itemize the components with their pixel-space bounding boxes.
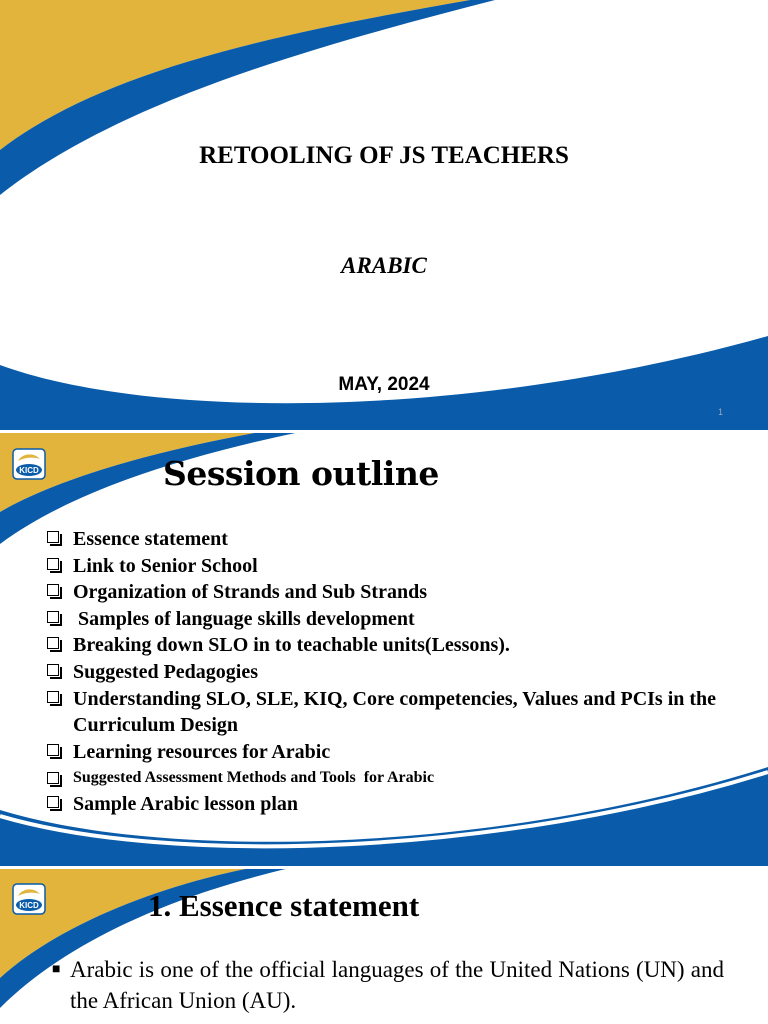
subject-title: ARABIC bbox=[341, 253, 427, 278]
essence-statement-slide bbox=[0, 868, 768, 1024]
checkbox-bullet-icon bbox=[47, 611, 59, 623]
svg-text:KICD: KICD bbox=[19, 466, 39, 475]
list-item: Sample Arabic lesson plan bbox=[45, 791, 745, 818]
page-number: 1 bbox=[718, 407, 724, 417]
svg-text:KICD: KICD bbox=[19, 901, 39, 910]
checkbox-bullet-icon bbox=[47, 637, 59, 649]
checkbox-bullet-icon bbox=[47, 772, 59, 784]
slide-heading: Session outline bbox=[163, 454, 439, 493]
slide-divider bbox=[0, 430, 768, 433]
list-item: Link to Senior School bbox=[45, 553, 745, 580]
kicd-logo bbox=[12, 883, 46, 915]
outline-list bbox=[45, 526, 745, 818]
slide-heading: 1. Essence statement bbox=[148, 888, 420, 923]
kicd-logo bbox=[12, 448, 46, 480]
list-item: Suggested Assessment Methods and Tools for Arabic bbox=[45, 765, 745, 791]
title-slide bbox=[0, 0, 768, 432]
presentation-title: RETOOLING OF JS TEACHERS bbox=[199, 142, 569, 169]
bullet-paragraph bbox=[52, 954, 724, 1016]
checkbox-bullet-icon bbox=[47, 531, 59, 543]
list-item: Suggested Pedagogies bbox=[45, 659, 745, 686]
list-item: Essence statement bbox=[45, 526, 745, 553]
checkbox-bullet-icon bbox=[47, 558, 59, 570]
checkbox-bullet-icon bbox=[47, 664, 59, 676]
checkbox-bullet-icon bbox=[47, 796, 59, 808]
list-item: Understanding SLO, SLE, KIQ, Core competencies, Values and PCIs in the Curriculum Design bbox=[45, 686, 745, 739]
checkbox-bullet-icon bbox=[47, 744, 59, 756]
bullet-text: Arabic is one of the official languages of the United Nations (UN) and the African Union (AU). bbox=[70, 957, 724, 1013]
list-item: Breaking down SLO in to teachable units(Lessons). bbox=[45, 632, 745, 659]
session-outline-slide bbox=[0, 432, 768, 868]
slide-divider bbox=[0, 866, 768, 869]
list-item: Learning resources for Arabic bbox=[45, 739, 745, 766]
list-item: Samples of language skills development bbox=[45, 606, 745, 633]
checkbox-bullet-icon bbox=[47, 584, 59, 596]
date-label: MAY, 2024 bbox=[338, 374, 430, 395]
square-bullet-icon: ■ bbox=[52, 962, 61, 977]
list-item: Organization of Strands and Sub Strands bbox=[45, 579, 745, 606]
slide-background bbox=[0, 0, 768, 432]
checkbox-bullet-icon bbox=[47, 691, 59, 703]
